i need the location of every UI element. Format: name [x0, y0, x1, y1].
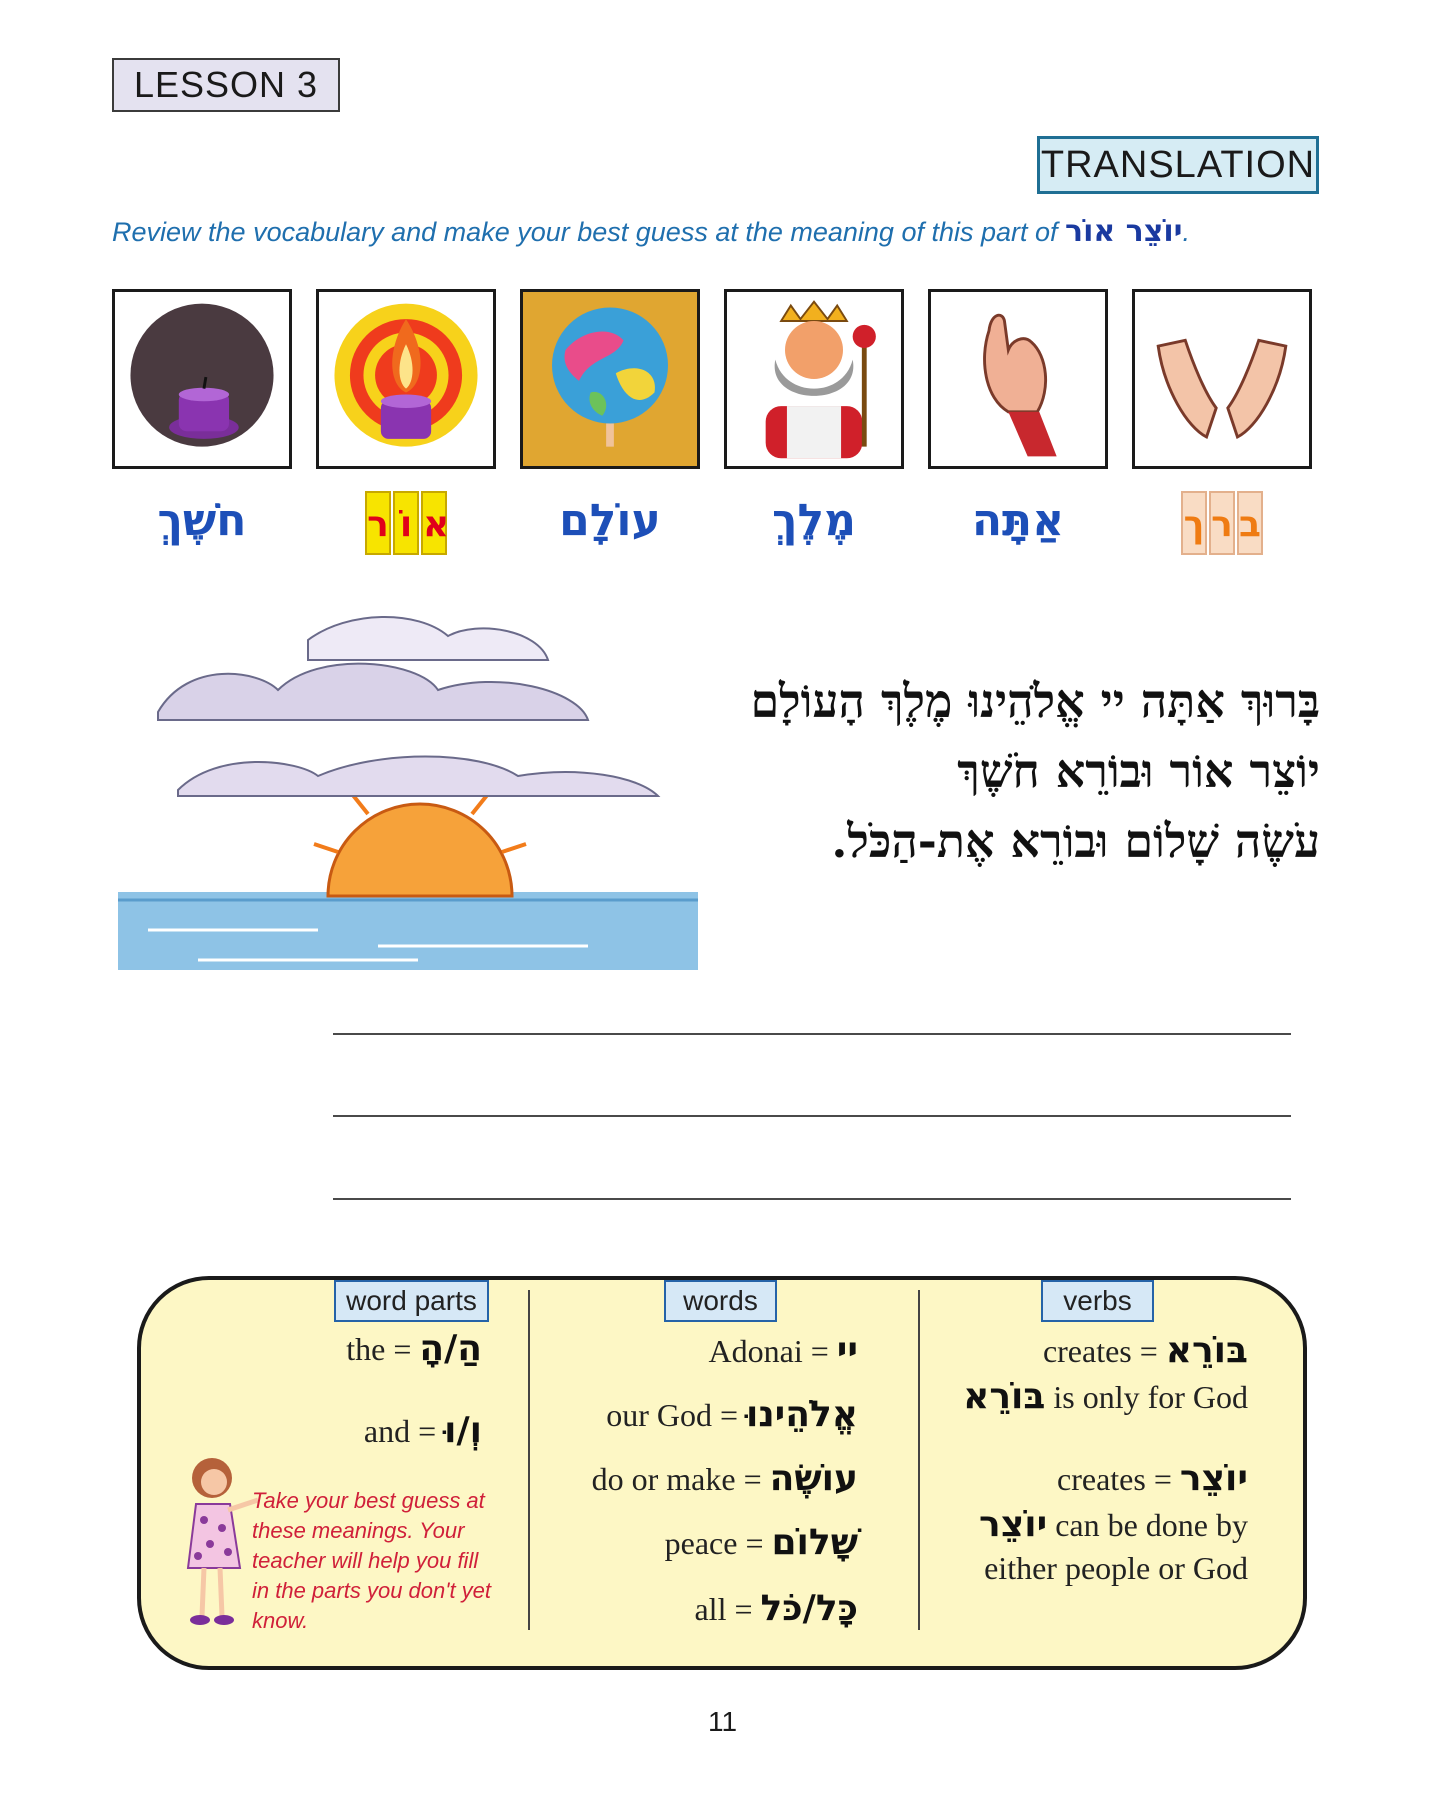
page-number: 11 — [707, 1706, 738, 1737]
gloss-hebrew: בּוֹרֵא — [1165, 1330, 1248, 1371]
instruction-main: Review the vocabulary and make your best guess at the meaning of this part of — [112, 217, 1066, 247]
prayer-line-1: בָּרוּךְ אַתָּה יי אֱלֹהֵינוּ מֶלֶךְ הָעוֹלָם — [750, 674, 1320, 728]
lesson-label: LESSON 3 — [112, 58, 340, 112]
gloss-english: the — [346, 1331, 386, 1367]
column-divider — [918, 1290, 920, 1630]
answer-line-2[interactable] — [333, 1115, 1291, 1117]
vocab-letter: ך — [1181, 491, 1207, 555]
gloss-hebrew: בּוֹרֵא — [963, 1376, 1046, 1417]
pointing-hand-icon — [928, 289, 1108, 469]
gloss-english: creates — [1042, 1333, 1132, 1369]
gloss-english: Adonai — [708, 1333, 803, 1369]
gloss-creates-bore: creates = בּוֹרֵא — [1042, 1330, 1248, 1371]
blessing-hands-icon — [1132, 289, 1312, 469]
gloss-note: can be done by — [1055, 1507, 1248, 1543]
gloss-hebrew: יוֹצֵר — [979, 1504, 1048, 1545]
answer-line-1[interactable] — [333, 1033, 1291, 1035]
instruction-end: . — [1182, 217, 1190, 247]
gloss-english: do or make — [591, 1461, 736, 1497]
gloss-adonai: Adonai = יי — [708, 1330, 858, 1371]
gloss-peace: peace = שָׁלוֹם — [664, 1522, 858, 1563]
vocab-letter: ר — [365, 491, 391, 555]
vocab-letter: ב — [1237, 491, 1263, 555]
gloss-yotzer-note-2: either people or God — [984, 1550, 1248, 1586]
vocab-word-king: מֶלֶךְ — [772, 495, 856, 546]
words-tab: words — [664, 1280, 777, 1322]
gloss-bore-note — [930, 1376, 1248, 1417]
gloss-note: is only for God — [1053, 1379, 1248, 1415]
sunrise-illustration — [118, 600, 708, 978]
gloss-hebrew: עוֹשֶׂה — [769, 1458, 858, 1499]
section-label: TRANSLATION — [1037, 136, 1319, 194]
gloss-hebrew: וְ/וּ — [444, 1410, 482, 1451]
gloss-hebrew: יי — [836, 1330, 858, 1371]
gloss-do-or-make: do or make = עוֹשֶׂה — [591, 1458, 858, 1499]
vocab-word-world: עוֹלָם — [559, 495, 661, 546]
gloss-english: and — [363, 1413, 411, 1449]
instruction-hebrew: יוֹצֵר אוֹר — [1065, 214, 1183, 249]
word-parts-tab: word parts — [334, 1280, 489, 1322]
king-icon — [724, 289, 904, 469]
gloss-english: our God — [606, 1397, 712, 1433]
vocab-word-darkness: חֹשֶׁךְ — [157, 495, 247, 546]
gloss-hebrew: אֱלֹהֵינוּ — [746, 1394, 858, 1435]
vocab-letter: ר — [1209, 491, 1235, 555]
gloss-and: and = וְ/וּ — [363, 1410, 482, 1451]
verbs-tab: verbs — [1041, 1280, 1154, 1322]
gloss-hebrew: יוֹצֵר — [1179, 1458, 1248, 1499]
prayer-line-3: עֹשֶׂה שָׁלוֹם וּבוֹרֵא אֶת-הַכֹּל. — [831, 814, 1320, 868]
guess-note: Take your best guess at these meanings. Your teacher will help you fill in the parts you don't yet know. — [252, 1488, 492, 1633]
vocab-letter: א — [421, 491, 447, 555]
gloss-hebrew: כָּל/כֹּל — [760, 1588, 858, 1629]
instruction-text — [112, 214, 1342, 249]
gloss-the: the = הַ/הָ — [346, 1328, 482, 1369]
gloss-our-god: our God = אֱלֹהֵינוּ — [606, 1394, 858, 1435]
gloss-creates-yotzer: creates = יוֹצֵר — [1057, 1458, 1248, 1499]
gloss-english: all — [694, 1591, 727, 1627]
girl-illustration — [180, 1448, 260, 1630]
vocab-word-you: אַתָּה — [971, 495, 1065, 546]
vocab-word-blessed — [1127, 488, 1317, 554]
gloss-hebrew: שָׁלוֹם — [771, 1522, 858, 1563]
dark-candle-icon — [112, 289, 292, 469]
gloss-hebrew: הַ/הָ — [419, 1328, 482, 1369]
vocab-letter: וֹ — [393, 491, 419, 555]
prayer-line-2: יוֹצֵר אוֹר וּבוֹרֵא חֹשֶׁךְ — [957, 744, 1320, 798]
gloss-yotzer-note — [930, 1504, 1248, 1545]
prayer-text — [640, 666, 1320, 876]
gloss-all: all = כָּל/כֹּל — [694, 1588, 858, 1629]
lit-candle-icon — [316, 289, 496, 469]
vocab-word-light — [311, 488, 501, 554]
answer-line-3[interactable] — [333, 1198, 1291, 1200]
gloss-english: peace — [664, 1525, 738, 1561]
gloss-english: creates — [1057, 1461, 1146, 1497]
column-divider — [528, 1290, 530, 1630]
globe-icon — [520, 289, 700, 469]
